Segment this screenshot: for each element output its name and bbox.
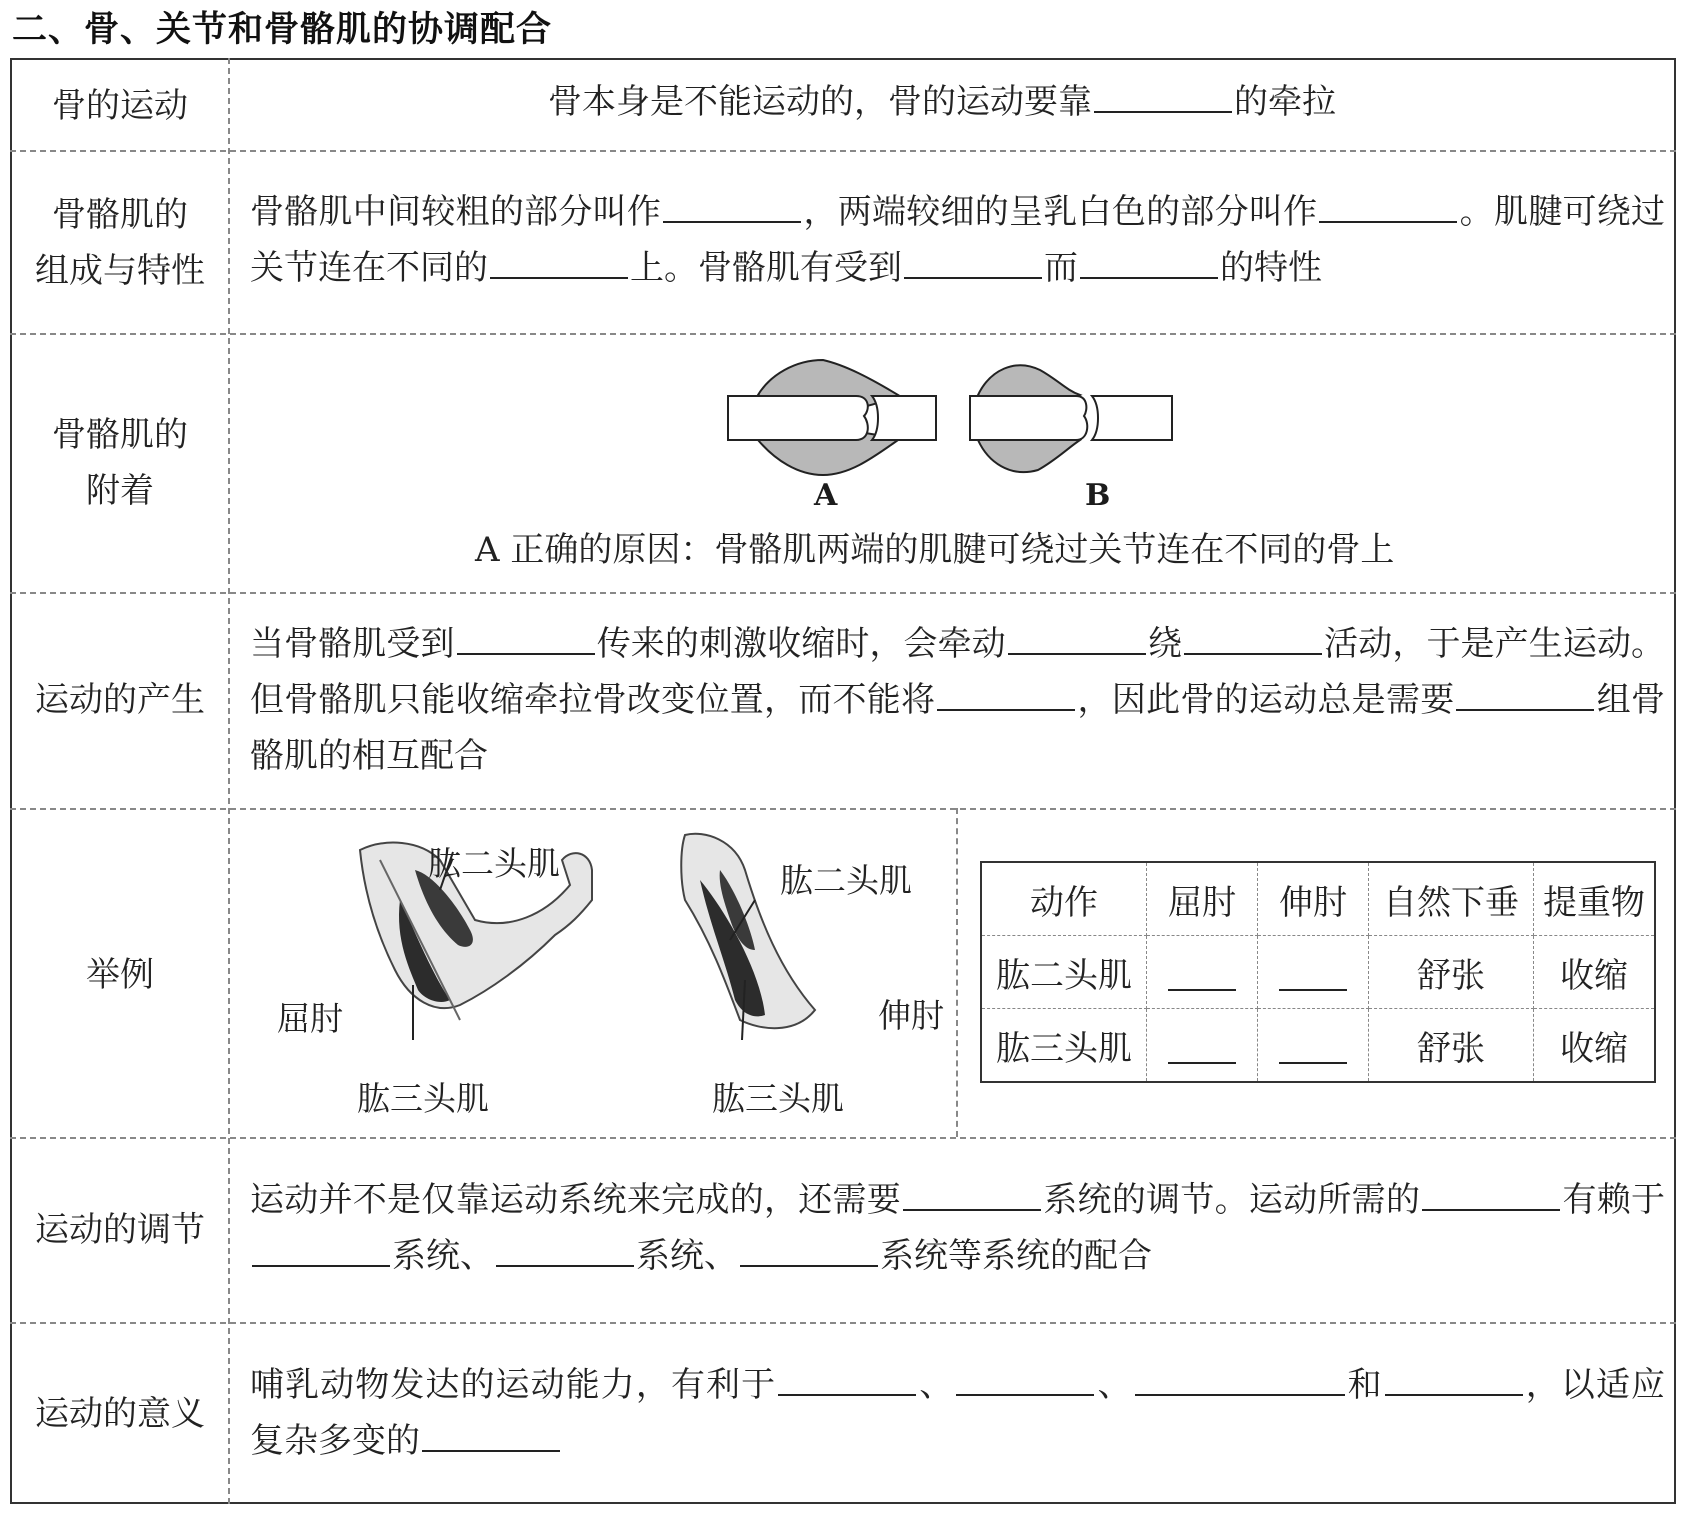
figure-b-label: B: [1085, 478, 1111, 513]
row-label-attachment: 骨骼肌的 附着: [52, 415, 188, 511]
answer-blank[interactable]: [778, 1393, 916, 1396]
figure-a: [728, 360, 936, 475]
answer-blank[interactable]: [1184, 652, 1322, 655]
answer-blank[interactable]: [663, 220, 801, 223]
answer-blank[interactable]: [956, 1393, 1094, 1396]
answer-blank[interactable]: [1168, 1061, 1236, 1064]
example-divider: [956, 808, 958, 1137]
answer-blank[interactable]: [937, 708, 1075, 711]
table-row: [981, 1009, 1655, 1083]
fig2-biceps-label: 肱二头肌: [780, 861, 912, 900]
answer-blank[interactable]: [1135, 1393, 1345, 1396]
answer-blank[interactable]: [1168, 988, 1236, 991]
fig1-biceps-label: 肱二头肌: [428, 844, 560, 883]
answer-blank[interactable]: [740, 1264, 878, 1267]
table-header-row: [981, 862, 1655, 936]
composition-text: 骨骼肌中间较粗的部分叫作 ，两端较细的呈乳白色的部分叫作 。肌腱可绕过关节连在不同的 上。骨骼肌有受到 而 的特性: [250, 192, 1666, 288]
table-cell: 收缩: [1534, 1009, 1656, 1083]
answer-blank[interactable]: [1319, 220, 1457, 223]
table-header-cell: 动作: [981, 862, 1147, 936]
figure-a-label: A: [814, 478, 838, 513]
row-divider: [10, 1137, 1676, 1139]
answer-blank[interactable]: [252, 1264, 390, 1267]
row-divider: [10, 1322, 1676, 1324]
table-header-cell: 提重物: [1534, 862, 1656, 936]
column-divider: [228, 58, 230, 1504]
answer-blank[interactable]: [496, 1264, 634, 1267]
row-label-bone-movement: 骨的运动: [52, 86, 188, 126]
answer-blank[interactable]: [1456, 708, 1594, 711]
answer-blank[interactable]: [903, 1208, 1041, 1211]
generation-text: 当骨骼肌受到 传来的刺激收缩时，会牵动 绕 活动，于是产生运动。但骨骼肌只能收缩牵拉骨改变位置，而不能将 ，因此骨的运动总是需要 组骨骼肌的相互配合: [250, 624, 1666, 776]
table-header-cell: 自然下垂: [1369, 862, 1534, 936]
fig2-extension-label: 伸肘: [878, 996, 944, 1035]
answer-blank[interactable]: [1385, 1393, 1523, 1396]
fig2-triceps-label: 肱三头肌: [712, 1079, 844, 1118]
row-label-composition: 骨骼肌的 组成与特性: [35, 195, 205, 291]
table-row: [981, 936, 1655, 1009]
answer-blank[interactable]: [1279, 1061, 1347, 1064]
table-cell: [1258, 936, 1369, 1009]
row-label-significance: 运动的意义: [35, 1394, 205, 1434]
fig1-triceps-label: 肱三头肌: [357, 1079, 489, 1118]
row-label-example: 举例: [86, 955, 154, 995]
attachment-caption: A 正确的原因：骨骼肌两端的肌腱可绕过关节连在不同的骨上: [475, 530, 1395, 570]
bone-movement-text: 骨本身是不能运动的，骨的运动要靠 的牵拉: [548, 82, 1336, 122]
section-title: 二、骨、关节和骨骼肌的协调配合: [12, 10, 553, 50]
row-label-generation: 运动的产生: [35, 680, 205, 720]
row-divider: [10, 333, 1676, 335]
answer-blank[interactable]: [1094, 110, 1232, 113]
answer-blank[interactable]: [422, 1449, 560, 1452]
regulation-text: 运动并不是仅靠运动系统来完成的，还需要 系统的调节。运动所需的 有赖于系统、 系统、 系统等系统的配合: [250, 1180, 1666, 1276]
table-cell: [1147, 936, 1258, 1009]
answer-blank[interactable]: [1422, 1208, 1560, 1211]
muscle-attachment-figure: [720, 350, 1180, 520]
answer-blank[interactable]: [490, 276, 628, 279]
row-divider: [10, 592, 1676, 594]
muscle-action-table: [980, 861, 1656, 1083]
row-divider: [10, 150, 1676, 152]
table-cell: 肱二头肌: [981, 936, 1147, 1009]
table-cell: 收缩: [1534, 936, 1656, 1009]
fig1-flexion-label: 屈肘: [277, 999, 343, 1038]
table-header-cell: 伸肘: [1258, 862, 1369, 936]
significance-text: 哺乳动物发达的运动能力，有利于 、 、 和 ，以适应复杂多变的: [250, 1365, 1666, 1461]
table-header-cell: 屈肘: [1147, 862, 1258, 936]
answer-blank[interactable]: [1008, 652, 1146, 655]
row-divider: [10, 808, 1676, 810]
answer-blank[interactable]: [457, 652, 595, 655]
answer-blank[interactable]: [1279, 988, 1347, 991]
figure-b: [970, 365, 1172, 472]
table-cell: 舒张: [1369, 936, 1534, 1009]
table-cell: [1147, 1009, 1258, 1083]
row-label-regulation: 运动的调节: [35, 1210, 205, 1250]
table-cell: 肱三头肌: [981, 1009, 1147, 1083]
answer-blank[interactable]: [1080, 276, 1218, 279]
answer-blank[interactable]: [904, 276, 1042, 279]
table-cell: [1258, 1009, 1369, 1083]
table-cell: 舒张: [1369, 1009, 1534, 1083]
